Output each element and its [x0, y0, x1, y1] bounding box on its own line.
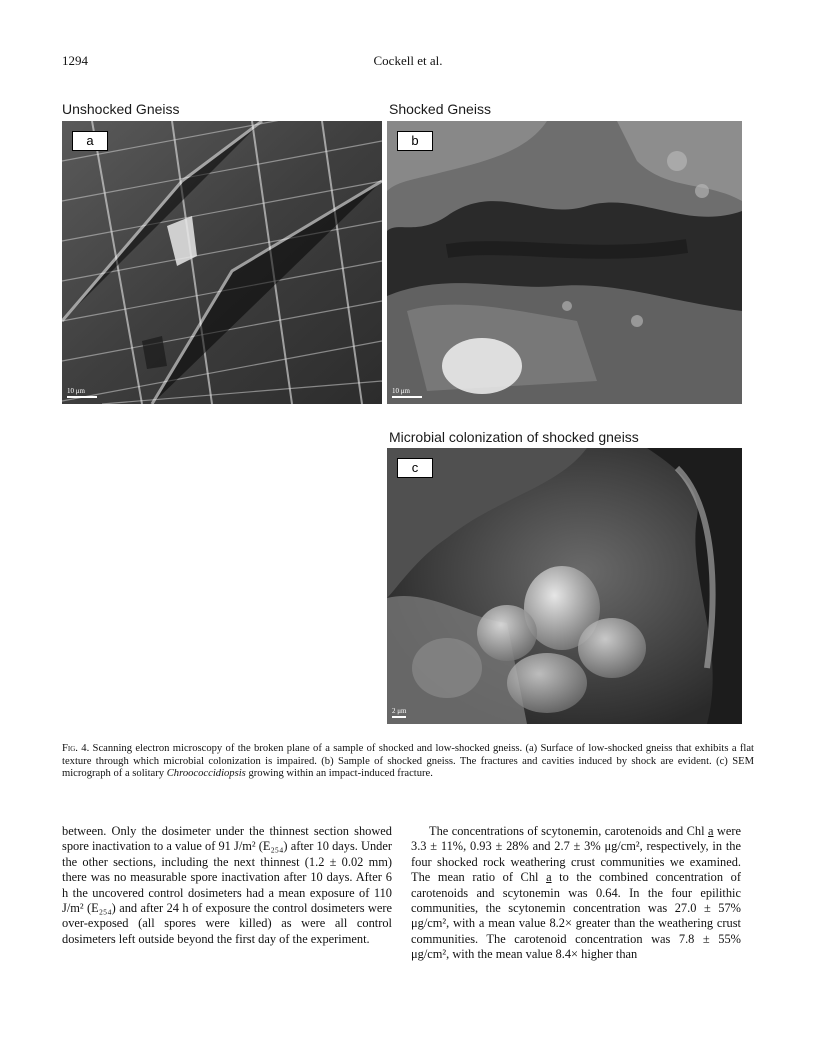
- panel-c-scale-text: 2 μm: [392, 707, 407, 715]
- shocked-gneiss-micrograph: [387, 121, 742, 404]
- left-paragraph: between. Only the dosimeter under the thinnest section showed spore inactivation to a value of 91 J/m² (E₂₅₄) after 10 days. Under the other sections, including the next thinnest (1.2 ± 0.02 mm) there was no measurable spore inactivation after 10 days. After 6 h the uncovered control dosimeters had a mean exposure of 110 J/m² (E₂₅₄) and after 24 h of exposure the control dosimeters were over-exposed (all spores were killed) as were all control dosimeters left outside beyond the first day of the experiment.: [62, 824, 392, 946]
- panel-a-image: [62, 121, 382, 404]
- panel-a-title: Unshocked Gneiss: [62, 101, 180, 117]
- chl-a-underlined-2: a: [546, 870, 552, 885]
- chl-a-underlined-1: a: [708, 824, 714, 838]
- authors-text: Cockell et al.: [373, 53, 443, 68]
- panel-b-scale-bar: [392, 387, 422, 398]
- right-text-2: were 3.3 ± 11%, 0.93 ± 28% and 2.7 ± 3% μg/cm², respectively, in the four shocked rock weathering crust communities we examined. The mean ratio of Chl: [411, 824, 742, 885]
- caption-lead: Fig. 4.: [62, 743, 90, 754]
- figure-caption: [62, 743, 754, 781]
- caption-text-2: growing within an impact-induced fracture.: [245, 768, 433, 779]
- right-text-1: The concentrations of scytonemin, carotenoids and Chl: [429, 824, 708, 838]
- panel-c-title: Microbial colonization of shocked gneiss: [389, 429, 639, 445]
- right-paragraph: [411, 824, 741, 963]
- panel-b-image: [387, 121, 742, 404]
- panel-b-scale-text: 10 μm: [392, 387, 410, 395]
- running-head-authors: [0, 53, 816, 69]
- panel-c-label: c: [397, 458, 433, 478]
- panel-c-image: [387, 448, 742, 724]
- caption-organism: Chroococcidiopsis: [166, 768, 246, 779]
- unshocked-gneiss-micrograph: [62, 121, 382, 404]
- panel-a-scale-text: 10 μm: [67, 387, 85, 395]
- panel-c-scale-bar: [392, 707, 406, 718]
- panel-a-scale-bar: [67, 387, 97, 398]
- caption-text-1: Scanning electron microscopy of the broken plane of a sample of shocked and low-shocked gneiss. (a) Surface of low-shocked gneiss that exhibits a flat texture through which microbial colonization is impaired. (b) Sample of shocked gneiss. The fractures and cavities induced by shock are evident. (c) SEM micrograph of a solitary: [62, 743, 754, 779]
- panel-a-label: a: [72, 131, 108, 151]
- panel-b-label: b: [397, 131, 433, 151]
- page-number: 1294: [62, 53, 88, 68]
- panel-b-title: Shocked Gneiss: [389, 101, 491, 117]
- chroococcidiopsis-micrograph: [387, 448, 742, 724]
- right-text-3: to the combined concentration of carotenoids and scytonemin was 0.64. In the four epilithic communities, the scytonemin concentration was 27.0 ± 57% μg/cm², with a mean value 8.2× greater than the weathering crust communities. The carotenoid concentration was 7.8 ± 55% μg/cm², with the mean value 8.4× higher than: [411, 870, 742, 962]
- body-column-right: [411, 824, 741, 963]
- body-column-left: [62, 824, 392, 947]
